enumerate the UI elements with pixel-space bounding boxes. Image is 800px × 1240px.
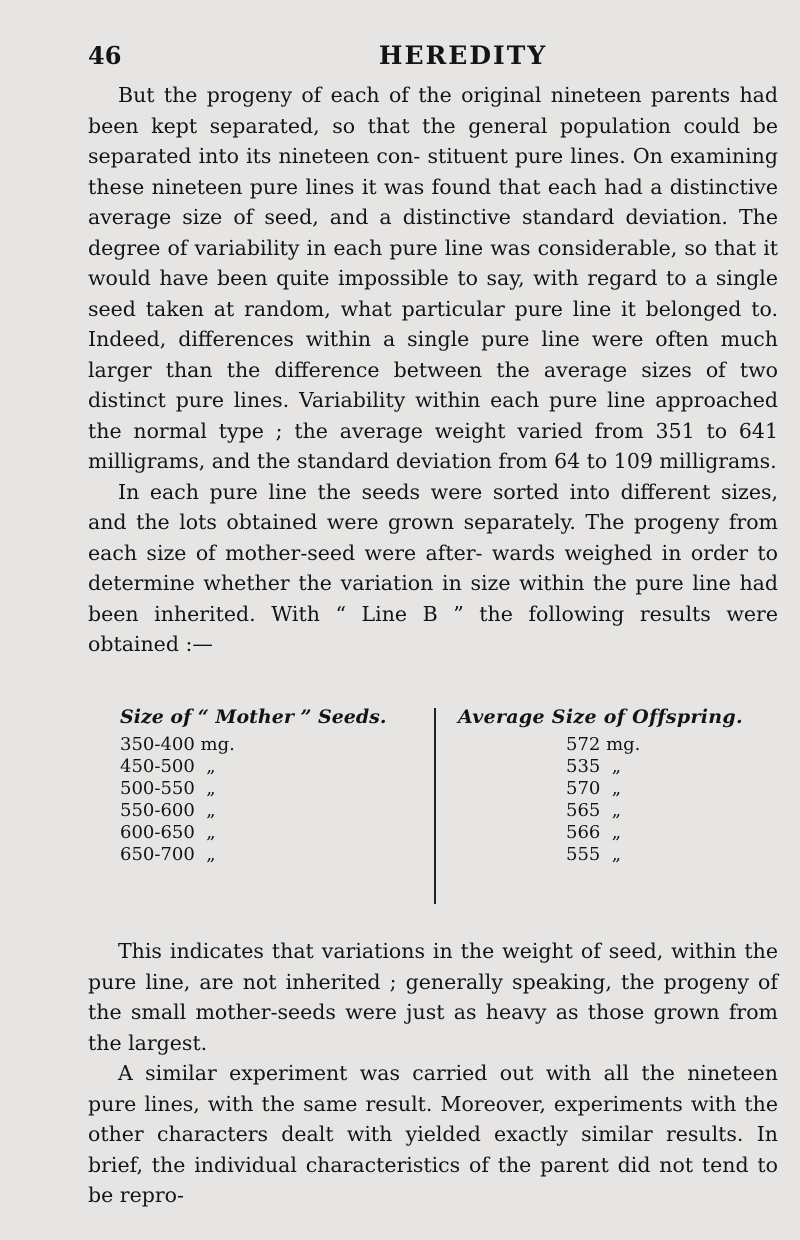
column-divider (434, 708, 436, 904)
table-cell: 572 mg. (566, 734, 641, 755)
page-number: 46 (88, 41, 122, 70)
body-text-top (88, 80, 778, 660)
offspring-column (458, 702, 788, 866)
table-cell: 500-550 „ (120, 778, 216, 799)
mother-seed-column (120, 702, 420, 866)
table-cell: 535 „ (566, 756, 622, 777)
table-cell: 450-500 „ (120, 756, 216, 777)
table-cell: 550-600 „ (120, 800, 216, 821)
table-cell: 565 „ (566, 800, 622, 821)
paragraph: A similar experiment was carried out with all the nineteen pure lines, with the same result. Moreover, experiments with the other characters dealt with yielded exactly similar results. In brief, the individual characteristics of the parent did not tend to be repro- (88, 1061, 778, 1207)
table-cell: 570 „ (566, 778, 622, 799)
offspring-rows (458, 734, 788, 866)
running-title: HEREDITY (378, 41, 548, 70)
paragraph: In each pure line the seeds were sorted into different sizes, and the lots obtained were grown separately. The progeny from each size of mother-seed were after- wards weighed in order to determine whether the variation in size within the pure line had been inherited. With “ Line B ” the following results were obtained :— (88, 479, 778, 656)
seed-size-table (88, 702, 778, 912)
body-text-bottom (88, 936, 778, 1211)
paragraph: This indicates that variations in the weight of seed, within the pure line, are not inherited ; generally speaking, the progeny of the small mother-seeds were just as heavy as those grown from the largest. (88, 939, 778, 1055)
table-cell: 600-650 „ (120, 822, 216, 843)
mother-seed-rows (120, 734, 420, 866)
offspring-header: Average Size of Offspring. (458, 706, 743, 728)
table-cell: 566 „ (566, 822, 622, 843)
paragraph: But the progeny of each of the original nineteen parents had been kept separated, so that the general population could be separated into its nineteen con- stituent pure lines. On examining these nineteen pure lines it was found that each had a distinctive average size of seed, and a distinctive standard deviation. The degree of variability in each pure line was considerable, so that it would have been quite impossible to say, with regard to a single seed taken at random, what particular pure line it belonged to. Indeed, differences within a single pure line were often much larger than the difference between the average sizes of two distinct pure lines. Variability within each pure line approached the normal type ; the average weight varied from 351 to 641 milligrams, and the standard deviation from 64 to 109 milligrams. (88, 83, 778, 473)
page-header (88, 40, 778, 80)
mother-seed-header: Size of “ Mother ” Seeds. (120, 706, 387, 728)
table-cell: 350-400 mg. (120, 734, 235, 755)
table-cell: 650-700 „ (120, 844, 216, 865)
table-cell: 555 „ (566, 844, 622, 865)
